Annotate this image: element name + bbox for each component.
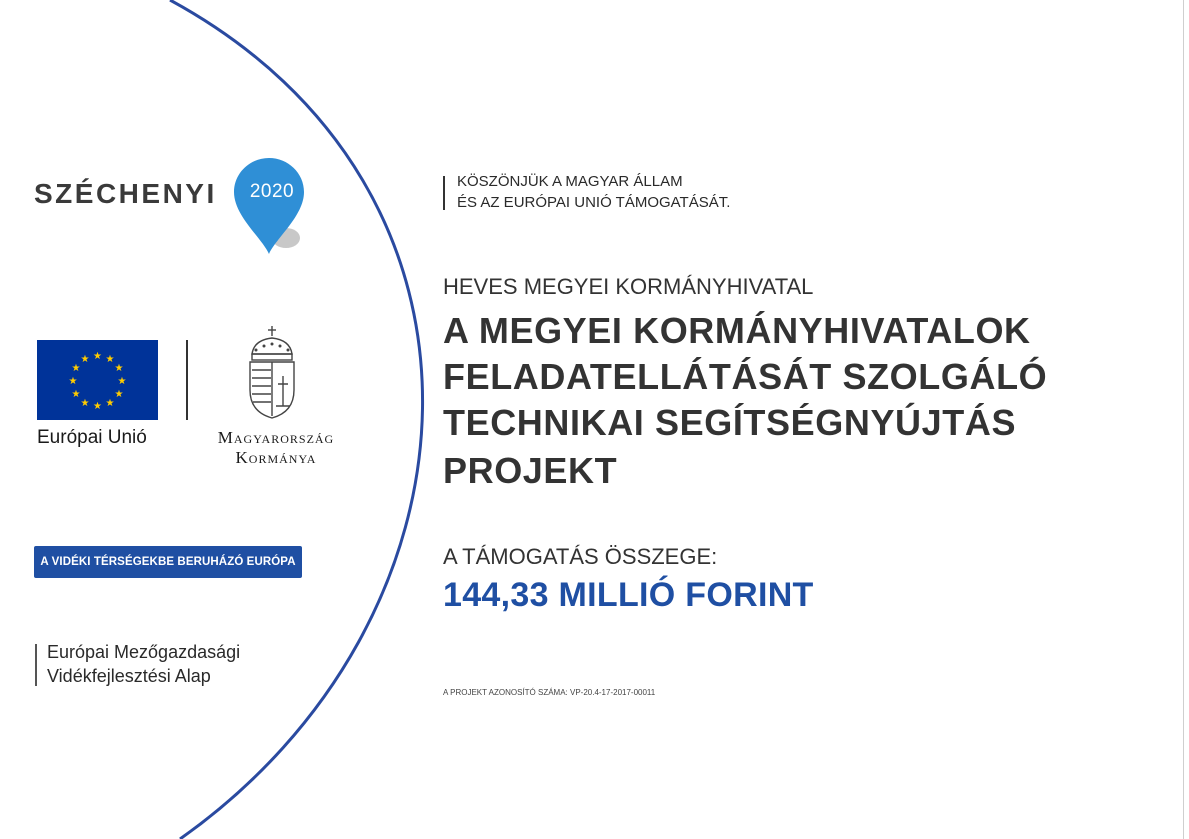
government-name-line1: Magyarország: [217, 428, 335, 447]
svg-text:★: ★: [80, 354, 90, 365]
support-amount-label: A TÁMOGATÁS ÖSSZEGE:: [443, 544, 718, 569]
beneficiary-name: HEVES MEGYEI KORMÁNYHIVATAL: [443, 274, 814, 299]
svg-text:★: ★: [114, 363, 124, 374]
project-title-line2: FELADATELLÁTÁSÁT SZOLGÁLÓ: [443, 356, 1048, 397]
fund-name-line2: Vidékfejlesztési Alap: [47, 666, 211, 686]
fund-name-line1: Európai Mezőgazdasági: [47, 642, 241, 662]
eu-label: Európai Unió: [37, 427, 147, 448]
svg-text:★: ★: [117, 376, 127, 387]
government-name-line2: Kormánya: [235, 448, 317, 467]
project-id: A PROJEKT AZONOSÍTÓ SZÁMA: VP-20.4-17-2017-00011: [443, 688, 656, 697]
svg-text:★: ★: [71, 389, 81, 400]
acknowledgement-divider: [443, 176, 445, 210]
project-title-line4: PROJEKT: [443, 450, 618, 491]
szechenyi-logo-text: SZÉCHENYI: [34, 178, 217, 209]
eu-flag: [37, 340, 158, 420]
page-edge-line: [1183, 0, 1184, 839]
svg-text:★: ★: [68, 376, 78, 387]
project-title-line3: TECHNIKAI SEGÍTSÉGNYÚJTÁS: [443, 402, 1017, 443]
svg-text:★: ★: [80, 398, 90, 409]
program-badge: A VIDÉKI TÉRSÉGEKBE BERUHÁZÓ EURÓPA: [34, 546, 302, 578]
svg-text:★: ★: [114, 389, 124, 400]
szechenyi-pin-icon: [234, 158, 304, 256]
fund-divider: [35, 644, 37, 686]
acknowledgement-line2: ÉS AZ EURÓPAI UNIÓ TÁMOGATÁSÁT.: [457, 194, 731, 211]
support-amount-value: 144,33 MILLIÓ FORINT: [443, 576, 814, 614]
svg-text:★: ★: [93, 401, 102, 412]
svg-text:★: ★: [105, 354, 115, 365]
svg-text:★: ★: [71, 363, 81, 374]
coat-of-arms-icon: [244, 326, 300, 420]
svg-text:★: ★: [105, 398, 115, 409]
eu-stars-icon: [37, 340, 158, 420]
project-title-line1: A MEGYEI KORMÁNYHIVATALOK: [443, 310, 1031, 351]
svg-text:★: ★: [93, 351, 102, 362]
logo-divider: [186, 340, 188, 420]
acknowledgement-line1: KÖSZÖNJÜK A MAGYAR ÁLLAM: [457, 173, 683, 190]
szechenyi-logo-year: 2020: [249, 181, 295, 202]
